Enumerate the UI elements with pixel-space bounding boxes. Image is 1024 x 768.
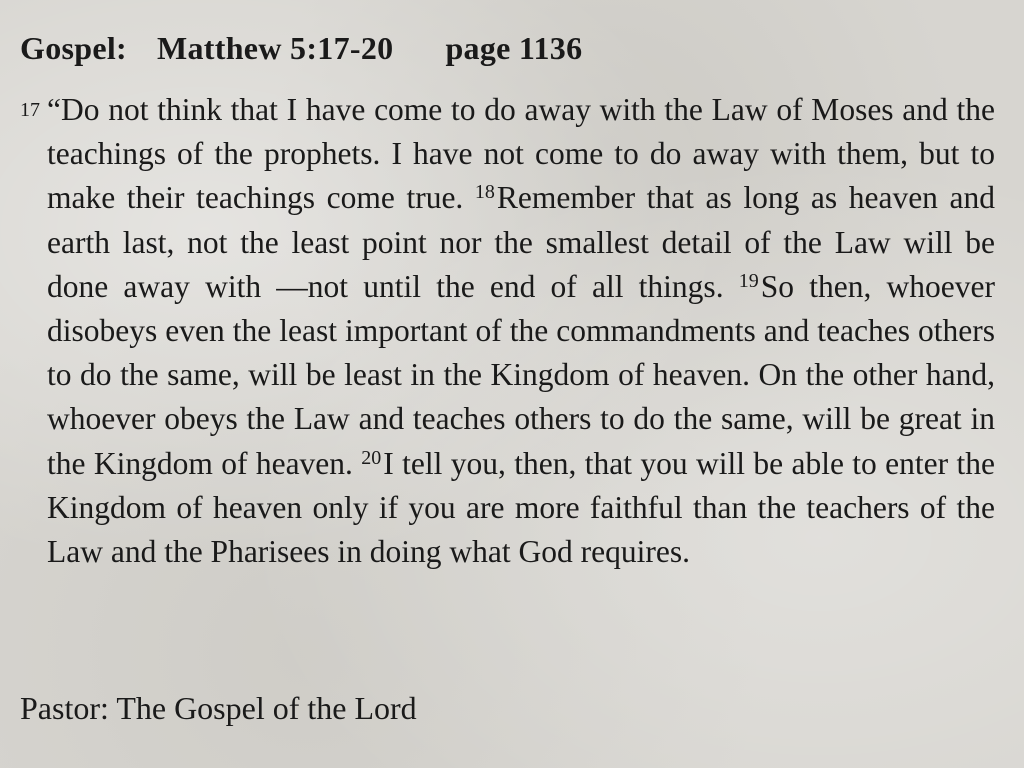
verse-number: 20: [361, 446, 382, 469]
verse-number: 18: [474, 181, 495, 204]
verse-text: I tell you, then, that you will be able to enter the Kingdom of heaven only if you are more faithful than the teachers of the Law and the Pharisees in doing what God requires.: [47, 445, 995, 570]
scripture-passage: [20, 88, 996, 574]
verse-number: 19: [738, 269, 759, 292]
page-reference: page 1136: [445, 30, 583, 66]
verse-number: 17: [20, 99, 40, 121]
verse-text: So then, whoever disobeys even the least important of the commandments and teaches others to do the same, will be least in the Kingdom of heaven. On the other hand, whoever obeys the Law and teaches others to do the same, will be great in the Kingdom of heaven.: [47, 268, 996, 481]
reading-type-label: Gospel:: [20, 30, 127, 66]
pastor-response: Pastor: The Gospel of the Lord: [20, 690, 417, 726]
reading-heading: [20, 26, 582, 70]
verse-text: “Do not think that I have come to do away with the Law of Moses and the teachings of the prophets. I have not come to do away with them, but to make their teachings come true.: [47, 92, 995, 216]
verse-text: Remember that as long as heaven and earth last, not the least point nor the smallest detail of the Law will be done away with —not until the end of all things.: [47, 180, 995, 304]
scripture-reference: Matthew 5:17-20: [157, 30, 394, 66]
